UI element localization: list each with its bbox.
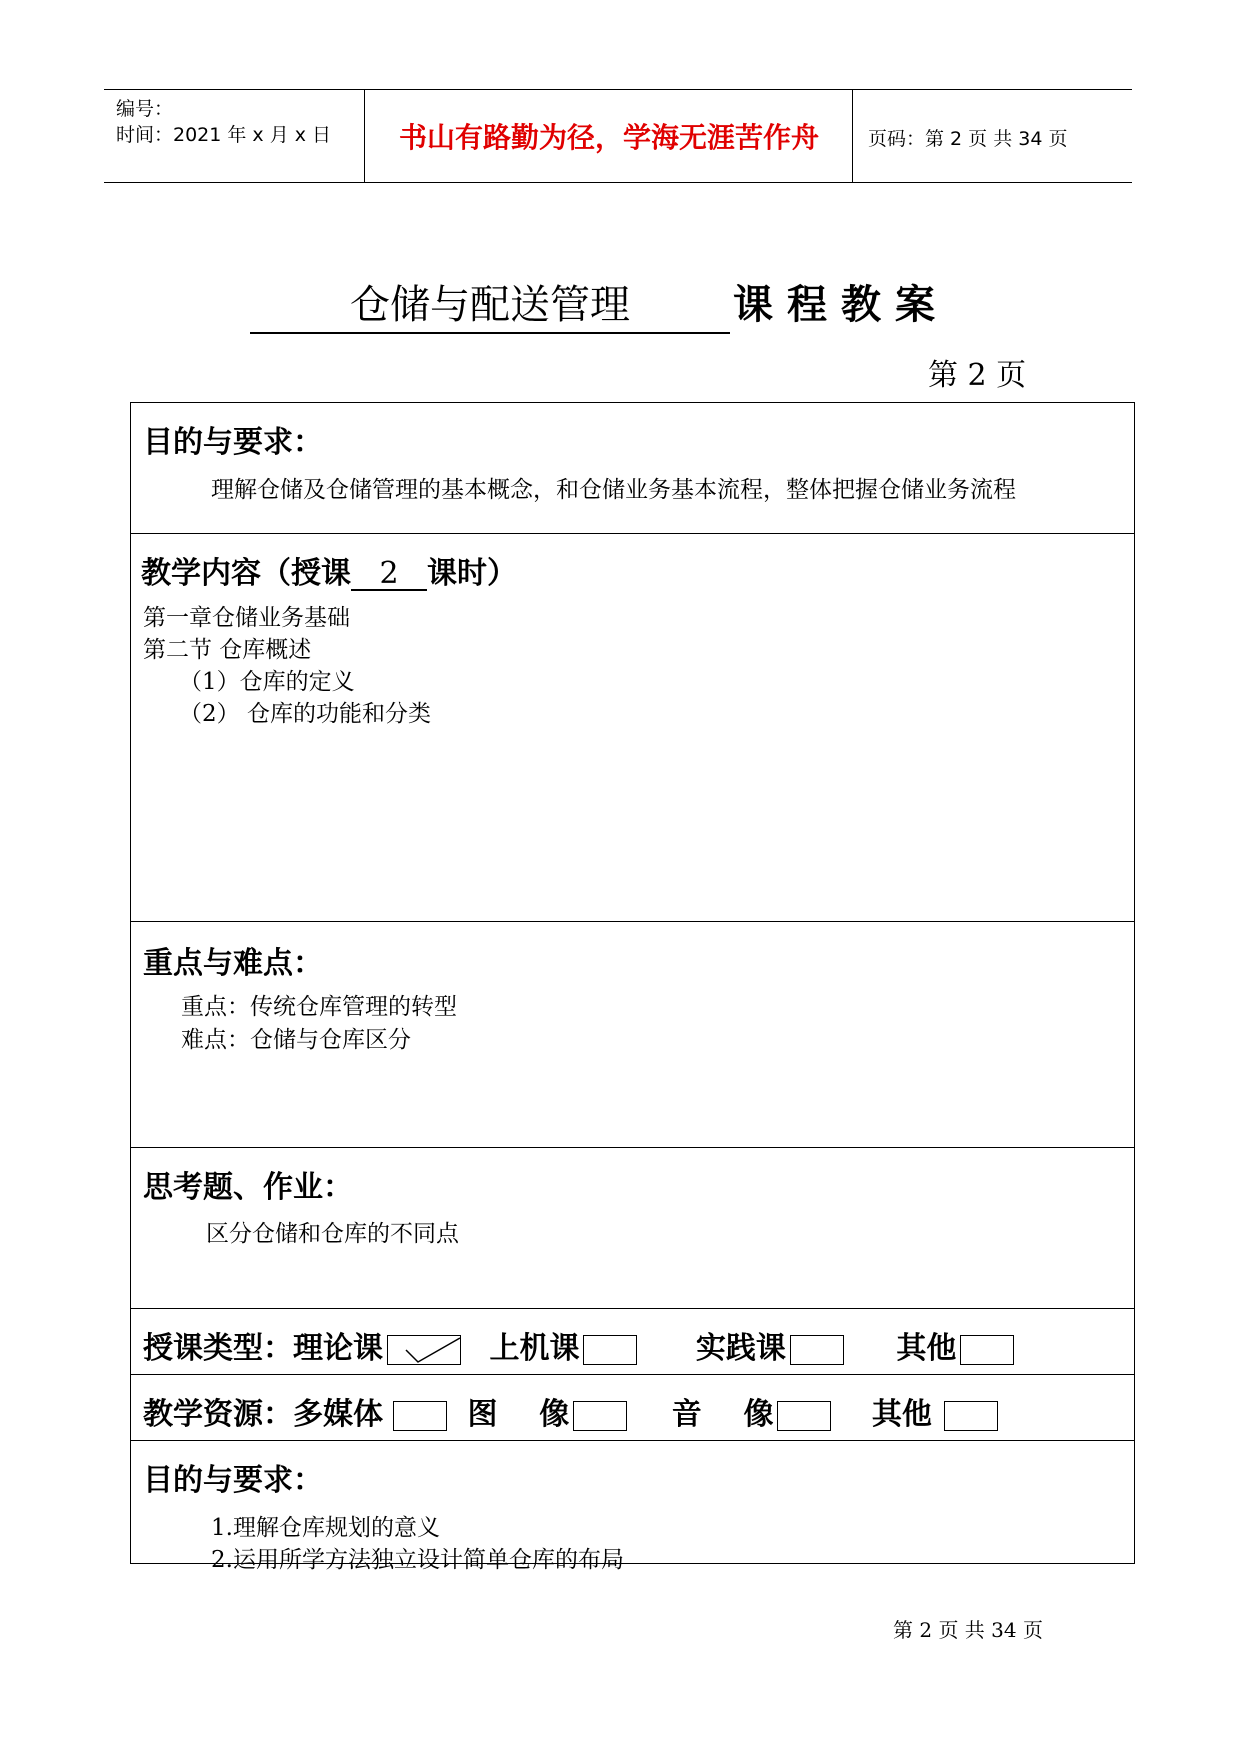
homework-row	[131, 1148, 1134, 1309]
number-label: 编号：	[116, 98, 174, 120]
lesson-type-line	[143, 1323, 1018, 1367]
content-line: （1）仓库的定义	[179, 669, 355, 695]
resources-heading: 教学资源：	[143, 1397, 293, 1432]
image-checkbox[interactable]	[573, 1401, 627, 1431]
content-heading-suffix: 课时）	[427, 556, 517, 591]
objectives2-line: 2.运用所学方法独立设计简单仓库的布局	[211, 1547, 624, 1573]
resources-row	[131, 1375, 1134, 1441]
page-code: 页码：第 2 页 共 34 页	[868, 128, 1068, 150]
resource-other-checkbox[interactable]	[944, 1401, 998, 1431]
audio-checkbox[interactable]	[777, 1401, 831, 1431]
homework-heading: 思考题、作业：	[143, 1170, 353, 1205]
resource-option-multimedia: 多媒体	[293, 1397, 383, 1432]
check-icon	[388, 1336, 462, 1366]
difficulty-line: 难点：仓储与仓库区分	[181, 1027, 411, 1053]
theory-checkbox[interactable]	[387, 1335, 461, 1365]
header-motto-cell	[366, 90, 853, 182]
practice-checkbox[interactable]	[790, 1335, 844, 1365]
type-option-theory: 理论课	[293, 1331, 383, 1366]
doc-type: 课程教案	[733, 281, 949, 328]
content-line: 第一章仓储业务基础	[143, 605, 350, 631]
course-name: 仓储与配送管理	[250, 280, 730, 334]
lesson-type-row	[131, 1309, 1134, 1375]
page-label: 第 2 页	[928, 358, 1027, 393]
type-option-practice: 实践课	[695, 1331, 786, 1366]
multimedia-checkbox[interactable]	[393, 1401, 447, 1431]
objectives2-heading: 目的与要求：	[143, 1463, 323, 1498]
header-page-cell	[854, 90, 1132, 182]
objectives-heading: 目的与要求：	[143, 425, 323, 460]
document-header	[104, 89, 1132, 183]
lesson-type-heading: 授课类型：	[143, 1331, 293, 1366]
teaching-hours: 2	[351, 559, 427, 591]
objectives2-row	[131, 1441, 1134, 1573]
lesson-plan-table	[130, 402, 1135, 1573]
objectives-text: 理解仓储及仓储管理的基本概念，和仓储业务基本流程，整体把握仓储业务流程	[211, 477, 1016, 503]
type-other-checkbox[interactable]	[960, 1335, 1014, 1365]
content-line: （2） 仓库的功能和分类	[179, 701, 431, 727]
lab-checkbox[interactable]	[583, 1335, 637, 1365]
key-point-line: 重点：传统仓库管理的转型	[181, 994, 457, 1020]
resource-option-other: 其他	[871, 1397, 932, 1432]
objectives2-line: 1.理解仓库规划的意义	[211, 1515, 440, 1541]
content-heading-prefix: 教学内容（授课	[141, 556, 351, 591]
homework-text: 区分仓储和仓库的不同点	[206, 1221, 459, 1247]
header-info-cell	[104, 90, 365, 182]
page-footer: 第 2 页 共 34 页	[893, 1618, 1043, 1642]
content-row	[131, 534, 1134, 922]
type-option-other: 其他	[896, 1331, 957, 1366]
resource-option-image: 图 像	[467, 1397, 570, 1432]
key-points-heading: 重点与难点：	[143, 946, 323, 981]
time-label: 时间：2021 年 x 月 x 日	[116, 124, 332, 146]
content-line: 第二节 仓库概述	[143, 637, 312, 663]
content-heading	[141, 548, 517, 592]
motto: 书山有路勤为径，学海无涯苦作舟	[398, 121, 819, 154]
objectives-row	[131, 403, 1134, 534]
resources-line	[143, 1389, 1002, 1433]
key-points-row	[131, 922, 1134, 1148]
resource-option-audio: 音 像	[671, 1397, 774, 1432]
type-option-lab: 上机课	[489, 1331, 580, 1366]
